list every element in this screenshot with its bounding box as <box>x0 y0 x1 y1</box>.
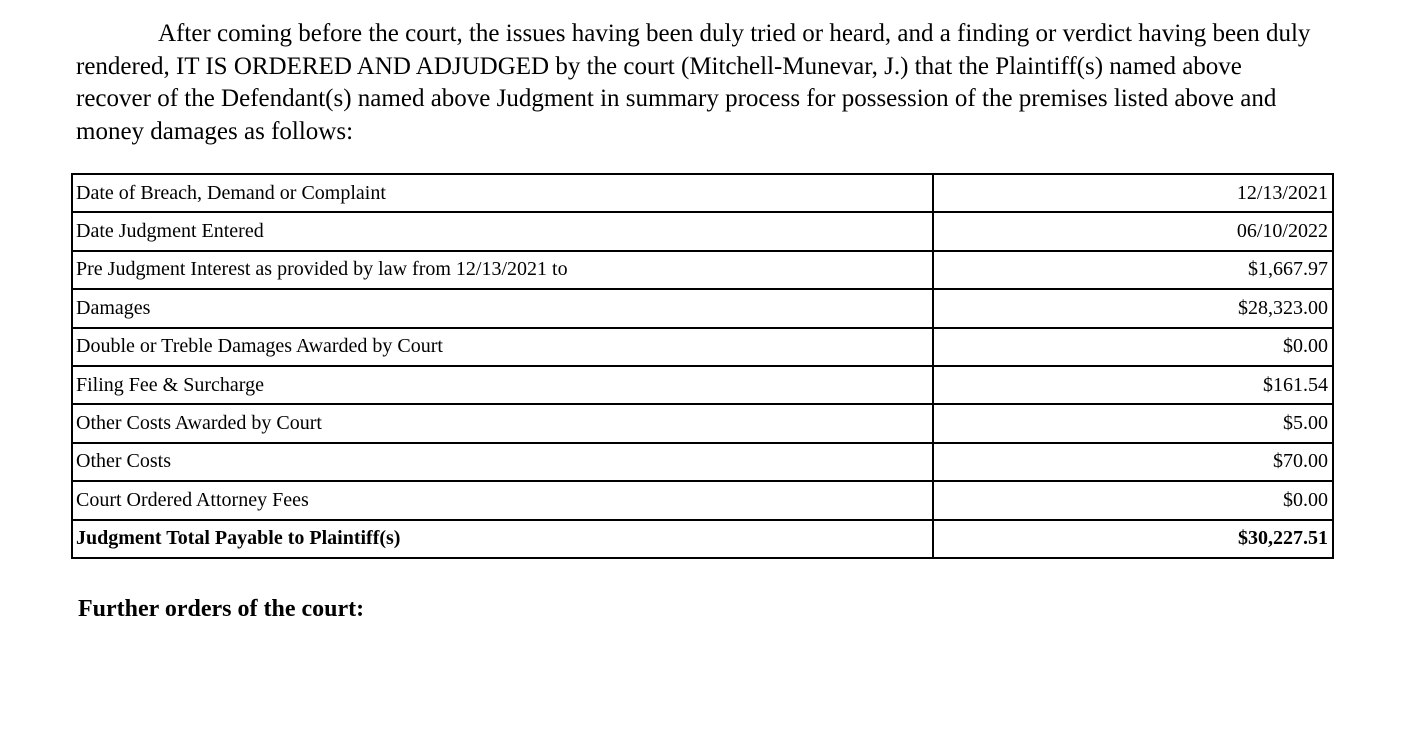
table-row <box>72 212 1333 250</box>
row-value-judgment-total: $30,227.51 <box>933 520 1333 558</box>
row-label-attorney-fees: Court Ordered Attorney Fees <box>72 481 933 519</box>
further-orders-heading: Further orders of the court: <box>78 596 365 622</box>
table-row-total <box>72 520 1333 558</box>
row-label-date-of-breach: Date of Breach, Demand or Complaint <box>72 174 933 212</box>
row-label-double-treble-damages: Double or Treble Damages Awarded by Court <box>72 328 933 366</box>
table-row <box>72 174 1333 212</box>
row-value-double-treble-damages: $0.00 <box>933 328 1333 366</box>
row-value-filing-fee: $161.54 <box>933 366 1333 404</box>
table-row <box>72 289 1333 327</box>
table-row <box>72 404 1333 442</box>
row-value-other-costs: $70.00 <box>933 443 1333 481</box>
table-row <box>72 251 1333 289</box>
row-label-filing-fee: Filing Fee & Surcharge <box>72 366 933 404</box>
row-label-pre-judgment-interest: Pre Judgment Interest as provided by law from 12/13/2021 to <box>72 251 933 289</box>
row-value-date-judgment-entered: 06/10/2022 <box>933 212 1333 250</box>
table-row <box>72 366 1333 404</box>
row-value-date-of-breach: 12/13/2021 <box>933 174 1333 212</box>
row-label-date-judgment-entered: Date Judgment Entered <box>72 212 933 250</box>
row-label-other-costs: Other Costs <box>72 443 933 481</box>
row-label-damages: Damages <box>72 289 933 327</box>
judgment-preamble: After coming before the court, the issues having been duly tried or heard, and a finding or verdict having been duly rendered, IT IS ORDERED AND ADJUDGED by the court (Mitchell-Munevar, J.) that the Plaintiff(s) named above recover of the Defendant(s) named above Judgment in summary process for possession of the premises listed above and money damages as follows: <box>76 20 1311 145</box>
row-value-attorney-fees: $0.00 <box>933 481 1333 519</box>
table-row <box>72 481 1333 519</box>
table-row <box>72 328 1333 366</box>
row-label-other-costs-awarded: Other Costs Awarded by Court <box>72 404 933 442</box>
row-value-pre-judgment-interest: $1,667.97 <box>933 251 1333 289</box>
row-label-judgment-total: Judgment Total Payable to Plaintiff(s) <box>72 520 933 558</box>
row-value-other-costs-awarded: $5.00 <box>933 404 1333 442</box>
row-value-damages: $28,323.00 <box>933 289 1333 327</box>
table-row <box>72 443 1333 481</box>
judgment-table <box>71 173 1334 559</box>
